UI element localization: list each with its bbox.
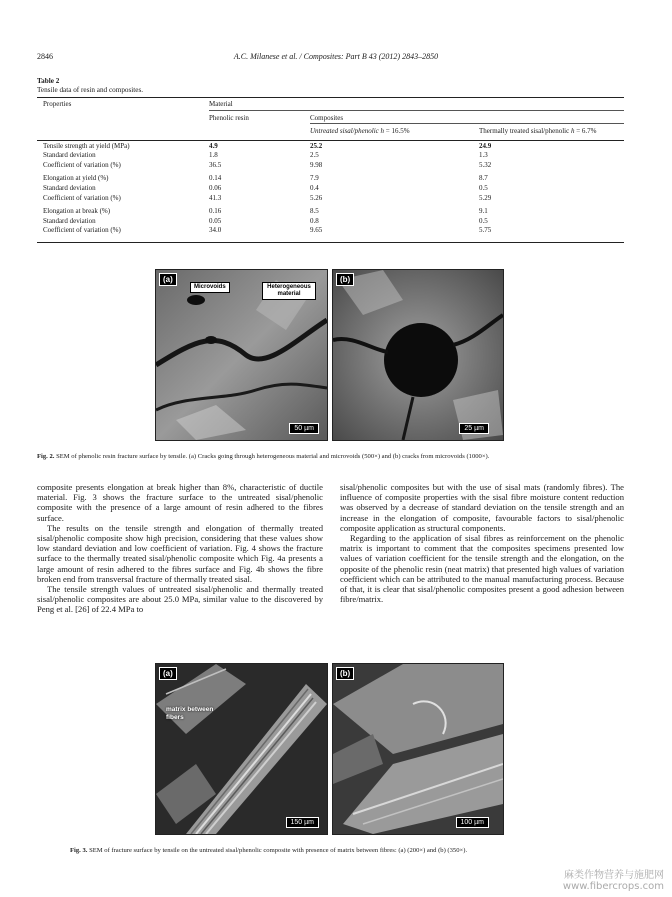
watermark-chinese: 麻类作物营养与施肥网	[564, 870, 664, 881]
table-top-rule	[37, 97, 624, 98]
row-label: Coefficient of variation (%)	[43, 226, 121, 235]
cell-treated: 8.7	[479, 174, 488, 183]
table-row	[37, 151, 624, 161]
cell-phenolic: 0.14	[209, 174, 222, 183]
watermark-url: www.fibercrops.com	[562, 881, 664, 892]
cell-treated: 0.5	[479, 216, 488, 225]
table-row	[37, 194, 624, 204]
col-header-untreated: Untreated sisal/phenolic h = 16.5%	[310, 127, 410, 136]
col-header-phenolic: Phenolic resin	[209, 113, 249, 122]
fig3-panel-a	[155, 663, 328, 835]
cell-untreated: 0.8	[310, 216, 319, 225]
fig2b-scale-bar: 25 µm	[459, 423, 489, 434]
cell-untreated: 2.5	[310, 151, 319, 160]
fig2-panel-b	[332, 269, 504, 441]
fig2-panel-b-label: (b)	[336, 273, 354, 286]
fig2a-scale-bar: 50 µm	[289, 423, 319, 434]
row-label: Tensile strength at yield (MPa)	[43, 141, 130, 150]
table-caption: Tensile data of resin and composites.	[37, 86, 144, 94]
cell-untreated: 25.2	[310, 141, 323, 150]
body-left-column	[37, 482, 323, 615]
cell-treated: 24.9	[479, 141, 492, 150]
fig3-panel-a-label: (a)	[159, 667, 177, 680]
row-label: Standard deviation	[43, 151, 96, 160]
left-paragraph-1: composite presents elongation at break higher than 8%, characteristic of ductile material. Fig. 3 shows the fracture surface to the untreated sisal/phenolic composite with the presence of a large amount of resin adhered to the fibres surface.	[37, 482, 323, 523]
cell-phenolic: 41.3	[209, 193, 222, 202]
fig2-caption-label: Fig. 2.	[37, 453, 55, 460]
cell-treated: 0.5	[479, 184, 488, 193]
annotation-heterogeneous-material: Heterogeneous material	[262, 282, 316, 300]
col-header-material: Material	[209, 100, 624, 110]
annotation-matrix-between-fibers: matrix between fibers	[166, 706, 214, 721]
col-header-composites: Composites	[310, 110, 624, 124]
tensile-data-table	[37, 100, 624, 236]
row-label: Coefficient of variation (%)	[43, 160, 121, 169]
cell-untreated: 8.5	[310, 207, 319, 216]
row-label: Standard deviation	[43, 184, 96, 193]
table-header-rule	[37, 140, 624, 141]
cell-untreated: 9.98	[310, 160, 323, 169]
right-paragraph-2: Regarding to the application of sisal fibres as reinforcement on the phenolic matrix is important to comment that the composites specimens presented low values of variation coefficient for the tensile strength and the elongation, on the opposite of the phenolic resin (neat matrix) that presented high values of variation coefficient which can be attributed to the manual manufacturing process. Because of that, it is clear that sisal/phenolic composites present a good adhesion between fibre/matrix.	[340, 533, 624, 605]
cell-phenolic: 4.9	[209, 141, 218, 150]
row-label: Standard deviation	[43, 216, 96, 225]
table-row	[37, 174, 624, 184]
cell-untreated: 5.26	[310, 193, 323, 202]
right-paragraph-1: sisal/phenolic composites but with the use of sisal mats (randomly fibres). The influence of composite properties with the sisal fibre moisture content reduction was observed by a decrease of standard deviation on the tensile strength and an increase in the elongation of composite, favourable factors to sisal/phenolic composite application as structural components.	[340, 482, 624, 533]
fig3a-scale-bar: 150 µm	[286, 817, 320, 828]
cell-treated: 5.29	[479, 193, 492, 202]
sem-image-fibre-surface	[333, 664, 503, 834]
cell-untreated: 7.9	[310, 174, 319, 183]
table-row	[37, 226, 624, 236]
fig3-caption-text: SEM of fracture surface by tensile on the untreated sisal/phenolic composite with presence of matrix between fibres: (a) (200×) and (b) (350×).	[89, 847, 468, 854]
fig2-panel-a-label: (a)	[159, 273, 177, 286]
table-row	[37, 142, 624, 152]
cell-phenolic: 0.16	[209, 207, 222, 216]
cell-treated: 1.3	[479, 151, 488, 160]
row-label: Elongation at break (%)	[43, 207, 111, 216]
cell-phenolic: 0.05	[209, 216, 222, 225]
row-label: Coefficient of variation (%)	[43, 193, 121, 202]
fig3-caption-label: Fig. 3.	[70, 847, 88, 854]
page-number: 2846	[37, 52, 53, 61]
table-label: Table 2	[37, 77, 60, 85]
col-header-properties: Properties	[43, 100, 72, 108]
cell-phenolic: 0.06	[209, 184, 222, 193]
table-row	[37, 161, 624, 171]
row-label: Elongation at yield (%)	[43, 174, 109, 183]
cell-treated: 5.75	[479, 226, 492, 235]
col-header-treated: Thermally treated sisal/phenolic h = 6.7%	[479, 127, 597, 136]
cell-treated: 5.32	[479, 160, 492, 169]
annotation-microvoids: Microvoids	[190, 282, 230, 293]
cell-phenolic: 34.0	[209, 226, 222, 235]
cell-untreated: 9.65	[310, 226, 323, 235]
fig2-caption-text: SEM of phenolic resin fracture surface by tensile. (a) Cracks going through heterogeneous material and microvoids (500×) and (b) cracks from microvoids (1000×).	[56, 453, 490, 460]
fig2-panel-a	[155, 269, 328, 441]
sem-image-microvoid-crack	[333, 270, 503, 440]
table-row	[37, 207, 624, 217]
table-row	[37, 184, 624, 194]
cell-phenolic: 36.5	[209, 160, 222, 169]
left-paragraph-2: The results on the tensile strength and elongation of thermally treated sisal/phenolic composite show high precision, considering that these values show low standard deviation and low coefficient of variation. Fig. 4 shows the fracture surface to the thermally treated sisal/phenolic composite which Fig. 4a presents a large amount of resin adhered to the fibres surface and Fig. 4b shows the fibre broken end from transversal fracture of thermally treated sisal.	[37, 522, 323, 584]
running-header: A.C. Milanese et al. / Composites: Part B 43 (2012) 2843–2850	[233, 52, 439, 61]
cell-phenolic: 1.8	[209, 151, 218, 160]
fig3-panel-b	[332, 663, 504, 835]
fig2-caption	[37, 452, 637, 461]
body-right-column	[340, 482, 624, 604]
cell-untreated: 0.4	[310, 184, 319, 193]
fig3-panel-b-label: (b)	[336, 667, 354, 680]
table-bottom-rule	[37, 242, 624, 243]
fig3b-scale-bar: 100 µm	[456, 817, 490, 828]
fig3-caption	[70, 846, 630, 855]
cell-treated: 9.1	[479, 207, 488, 216]
left-paragraph-3: The tensile strength values of untreated sisal/phenolic and thermally treated sisal/phenolic composites are about 25.0 MPa, similar value to the discovered by Peng et al. [26] of 22.4 MPa to	[37, 584, 323, 615]
table-row	[37, 217, 624, 227]
sem-image-fibres-matrix	[156, 664, 327, 834]
